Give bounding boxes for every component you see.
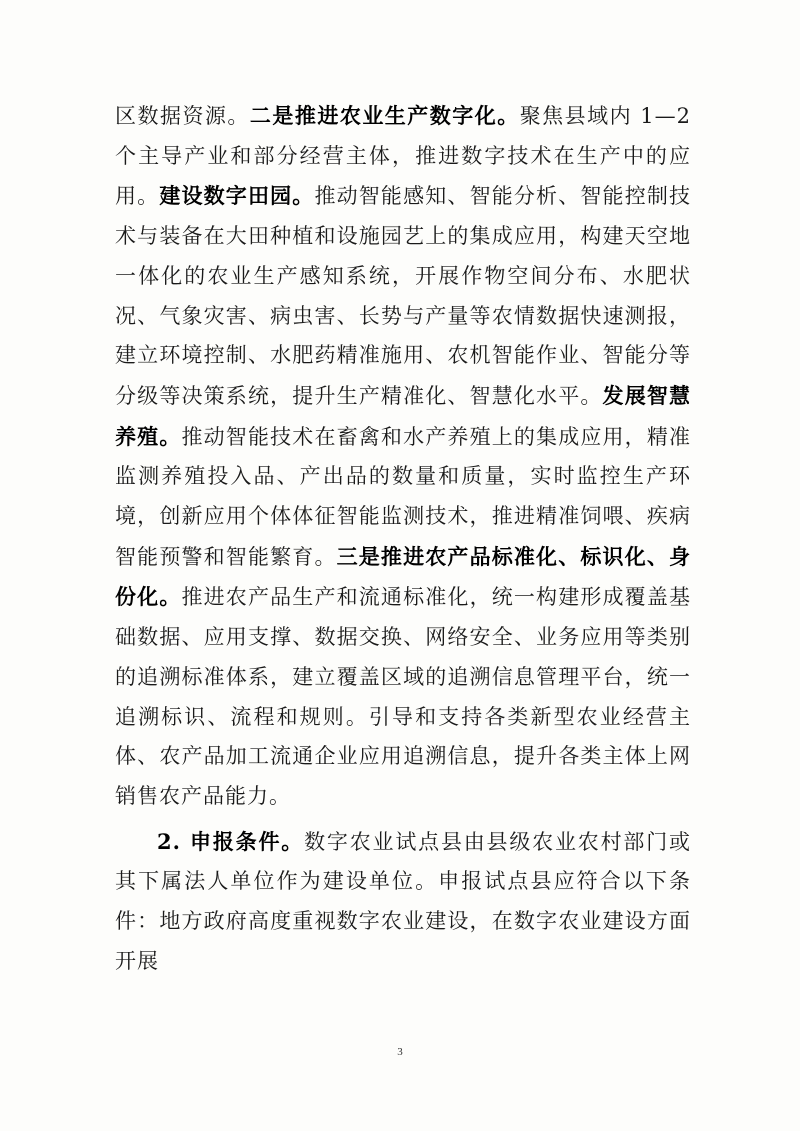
- paragraph-application-conditions: [115, 822, 691, 982]
- text-segment: 数字农业试点县由县级农业农村部门或其下属法人单位作为建设单位。申报试点县应符合以下条件：地方政府高度重视数字农业建设，在数字农业建设方面开展: [115, 829, 692, 973]
- heading-inline-digital-production: 二是推进农业生产数字化。: [249, 103, 520, 128]
- page-number: 3: [397, 1046, 403, 1058]
- document-body: [115, 96, 691, 981]
- text-segment: 推动智能感知、智能分析、智能控制技术与装备在大田种植和设施园艺上的集成应用，构建天空地一体化的农业生产感知系统，开展作物空间分布、水肥状况、气象灾害、病虫害、长势与产量等农情数据快速测报，建立环境控制、水肥药精准施用、农机智能作业、智能分等分级等决策系统，提升生产精准化、智慧化水平。: [115, 184, 692, 408]
- paragraph-digital-production: [115, 96, 691, 817]
- heading-inline-standardization: 三是推进农产品标准化、标识化、身份化。: [115, 543, 692, 610]
- heading-inline-application-conditions: 2. 申报条件。: [157, 828, 305, 854]
- text-segment: 推动智能技术在畜禽和水产养殖上的集成应用，精准监测养殖投入品、产出品的数量和质量，实时监控生产环境，创新应用个体体征智能监测技术，推进精准饲喂、疾病智能预警和智能繁育。: [115, 424, 692, 569]
- text-segment: 区数据资源。: [115, 104, 250, 128]
- heading-inline-digital-farmland: 建设数字田园。: [159, 183, 315, 209]
- heading-inline-smart-breeding: 发展智慧养殖。: [115, 382, 692, 449]
- text-segment: 推进农产品生产和流通标准化，统一构建形成覆盖基础数据、应用支撑、数据交换、网络安全、业务应用等类别的追溯标准体系，建立覆盖区域的追溯信息管理平台，统一追溯标识、流程和规则。引导和支持各类新型农业经营主体、农产品加工流通企业应用追溯信息，提升各类主体上网销售农产品能力。: [115, 585, 692, 808]
- text-segment: 聚焦县域内 1—2 个主导产业和部分经营主体，推进数字技术在生产中的应用。: [115, 104, 691, 209]
